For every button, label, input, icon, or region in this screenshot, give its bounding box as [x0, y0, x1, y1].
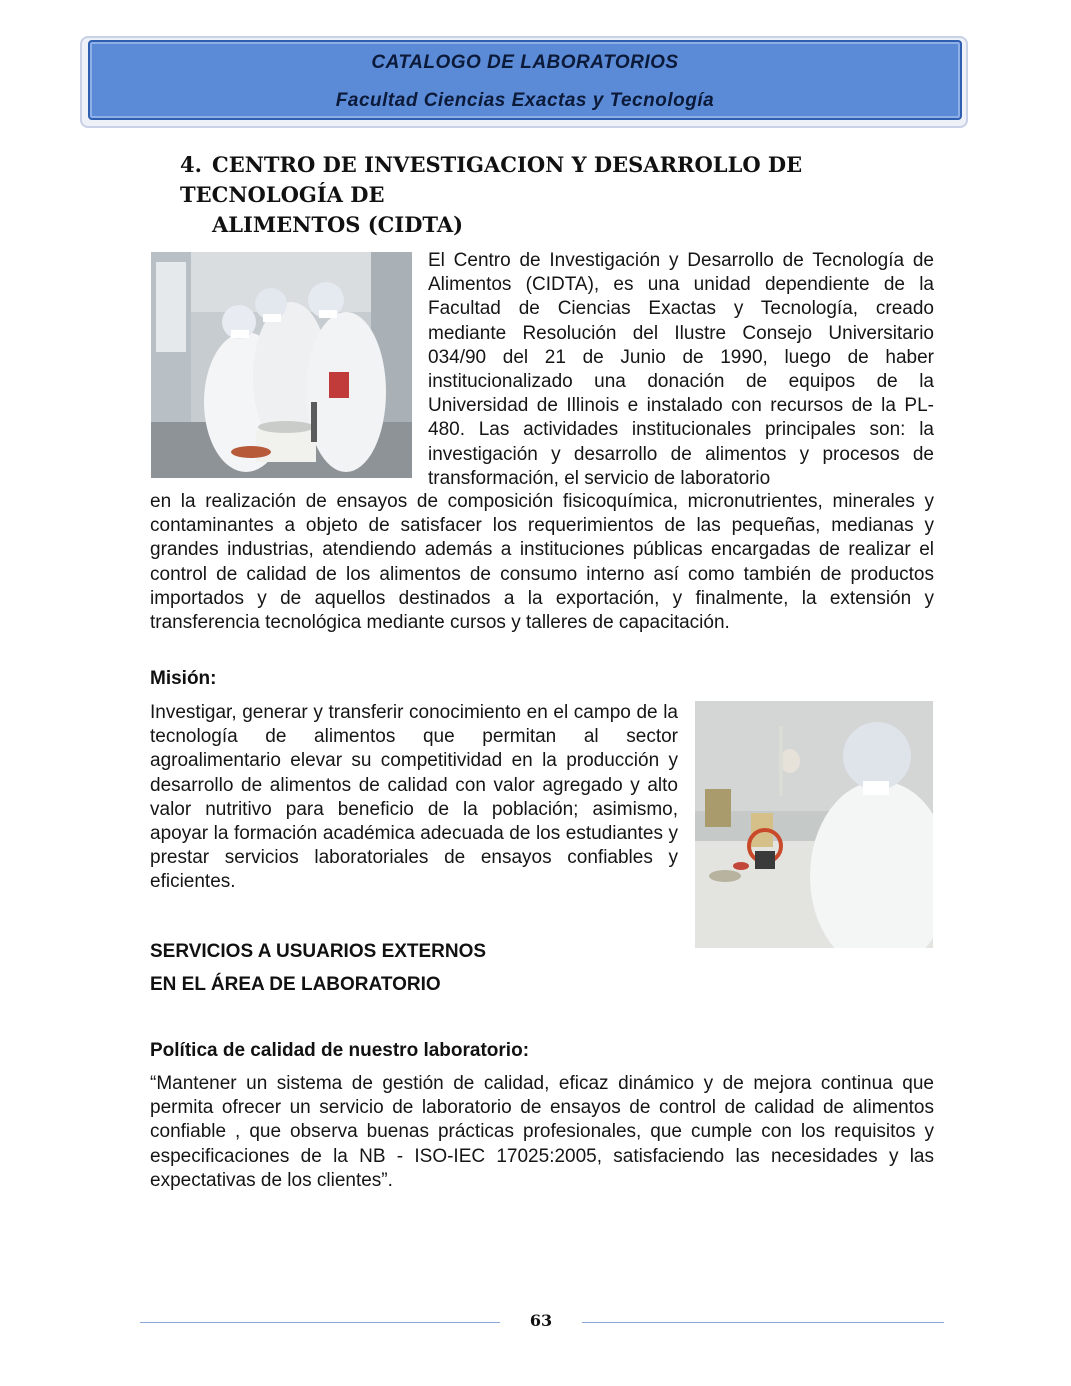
section-heading	[180, 150, 950, 240]
services-heading-line1: SERVICIOS A USUARIOS EXTERNOS	[150, 941, 487, 962]
footer-divider-left	[140, 1322, 500, 1323]
header-banner	[88, 40, 962, 120]
intro-paragraph-continued: en la realización de ensayos de composición fisicoquímica, micronutrientes, minerales y contaminantes a objeto de satisfacer los requerimientos de las pequeñas, medianas y grandes industrias, atendiendo además a instituciones públicas encargadas de realizar el control de calidad de los alimentos de consumo interno así como también de productos importados y de aquellos destinados a la exportación, y finalmente, la extensión y transferencia tecnológica mediante cursos y talleres de capacitación.	[150, 491, 934, 634]
section-title-line2: ALIMENTOS (CIDTA)	[212, 212, 464, 237]
lab-technician-photo	[695, 701, 933, 948]
faculty-subtitle: Facultad Ciencias Exactas y Tecnología	[335, 90, 715, 111]
quality-policy-heading: Política de calidad de nuestro laboratorio:	[150, 1040, 530, 1061]
section-title-line1: CENTRO DE INVESTIGACION Y DESARROLLO DE TECNOLOGÍA DE	[180, 152, 803, 207]
mision-heading: Misión:	[150, 668, 217, 689]
mision-paragraph: Investigar, generar y transferir conocimiento en el campo de la tecnología de alimentos que permitan al sector agroalimentario elevar su competitividad en la producción y desarrollo de alimentos de calidad con valor agregado y alto valor nutritivo para beneficio de la población; asimismo, apoyar la formación académica adecuada de los estudiantes y prestar servicios laboratoriales de ensayos confiables y eficientes.	[150, 702, 678, 893]
section-number: 4.	[180, 152, 202, 177]
page-number: 63	[529, 1311, 553, 1330]
intro-paragraph: El Centro de Investigación y Desarrollo de Tecnología de Alimentos (CIDTA), es una unidad dependiente de la Facultad de Ciencias Exactas y Tecnología, creado mediante Resolución del Ilustre Consejo Universitario 034/90 del 21 de Junio de 1990, luego de haber institucionalizado una donación de equipos de la Universidad de Illinois e instalado con recursos de la PL-480. Las actividades institucionales principales son: la investigación y desarrollo de alimentos y procesos de transformación, el servicio de laboratorio	[428, 250, 934, 489]
lab-team-photo	[151, 252, 412, 478]
footer-divider-right	[582, 1322, 944, 1323]
services-heading	[150, 935, 486, 1001]
quality-policy-paragraph: “Mantener un sistema de gestión de calidad, eficaz dinámico y de mejora continua que permita ofrecer un servicio de laboratorio de ensayos de control de calidad de alimentos confiable , que observa buenas prácticas profesionales, que cumple con los requisitos y especificaciones de la NB - ISO-IEC 17025:2005, satisfaciendo las necesidades y las expectativas de los clientes”.	[150, 1073, 934, 1191]
services-heading-line2: EN EL ÁREA DE LABORATORIO	[150, 974, 441, 995]
catalog-title: CATALOGO DE LABORATORIOS	[371, 52, 679, 73]
